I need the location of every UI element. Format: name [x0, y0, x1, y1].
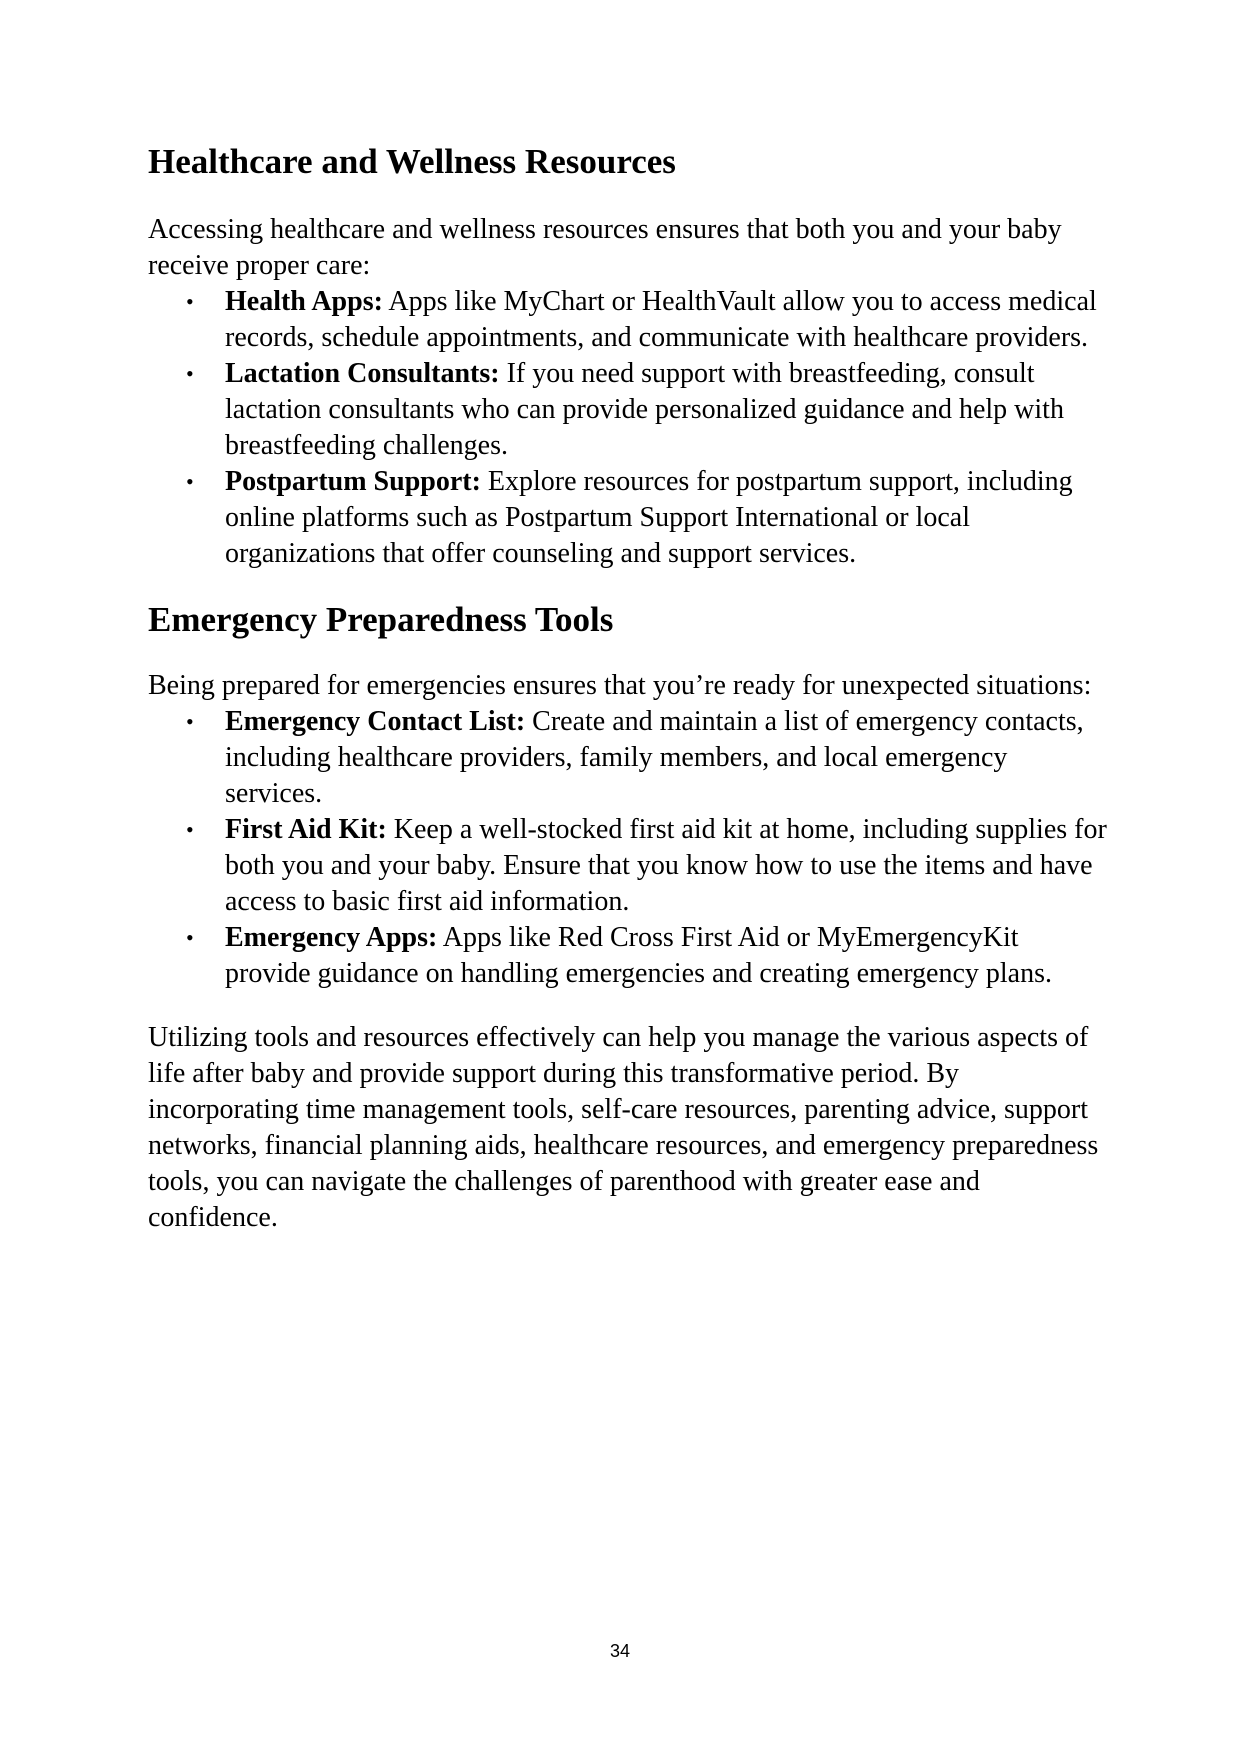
- list-item: [148, 284, 1108, 356]
- section-heading-emergency: Emergency Preparedness Tools: [148, 600, 614, 639]
- list-item: [148, 356, 1108, 464]
- document-page: [148, 140, 1108, 1264]
- healthcare-resources-list: [148, 284, 1108, 572]
- bullet-icon: •: [186, 469, 194, 494]
- section-intro-emergency: Being prepared for emergencies ensures that you’re ready for unexpected situations:: [148, 670, 1092, 701]
- list-item-text: If you need support with breastfeeding, consult lactation consultants who can provide personalized guidance and help with breastfeeding challenges.: [225, 358, 1064, 461]
- list-item-term: Emergency Apps:: [225, 922, 438, 953]
- list-item-term: Health Apps:: [225, 286, 383, 317]
- list-item-text: Apps like MyChart or HealthVault allow you to access medical records, schedule appointments, and communicate with healthcare providers.: [225, 286, 1097, 353]
- page-number: 34: [609, 1641, 631, 1661]
- bullet-icon: •: [186, 709, 194, 734]
- list-item-text: Explore resources for postpartum support, including online platforms such as Postpartum Support International or local organizations that offer counseling and support services.: [225, 466, 1073, 569]
- list-item: [148, 704, 1108, 812]
- emergency-tools-list: [148, 704, 1108, 992]
- bullet-icon: •: [186, 817, 194, 842]
- list-item-text: Create and maintain a list of emergency contacts, including healthcare providers, family members, and local emergency services.: [225, 706, 1084, 809]
- list-item: [148, 920, 1108, 992]
- list-item-term: Postpartum Support:: [225, 466, 481, 497]
- list-item-text: Apps like Red Cross First Aid or MyEmergencyKit provide guidance on handling emergencies and creating emergency plans.: [225, 922, 1052, 989]
- list-item-term: Lactation Consultants:: [225, 358, 500, 389]
- bullet-icon: •: [186, 289, 194, 314]
- bullet-icon: •: [186, 361, 194, 386]
- list-item-term: First Aid Kit:: [225, 814, 387, 845]
- section-intro-healthcare: Accessing healthcare and wellness resources ensures that both you and your baby receive proper care:: [148, 214, 1062, 281]
- list-item: [148, 812, 1108, 920]
- section-heading-healthcare: Healthcare and Wellness Resources: [148, 142, 676, 181]
- list-item-text: Keep a well-stocked first aid kit at home, including supplies for both you and your baby. Ensure that you know how to use the items and have access to basic first aid information.: [225, 814, 1107, 917]
- list-item-term: Emergency Contact List:: [225, 706, 526, 737]
- list-item: [148, 464, 1108, 572]
- closing-paragraph: Utilizing tools and resources effectively can help you manage the various aspects of life after baby and provide support during this transformative period. By incorporating time management tools, self-care resources, parenting advice, support networks, financial planning aids, healthcare resources, and emergency preparedness tools, you can navigate the challenges of parenthood with greater ease and confidence.: [148, 1022, 1099, 1233]
- bullet-icon: •: [186, 925, 194, 950]
